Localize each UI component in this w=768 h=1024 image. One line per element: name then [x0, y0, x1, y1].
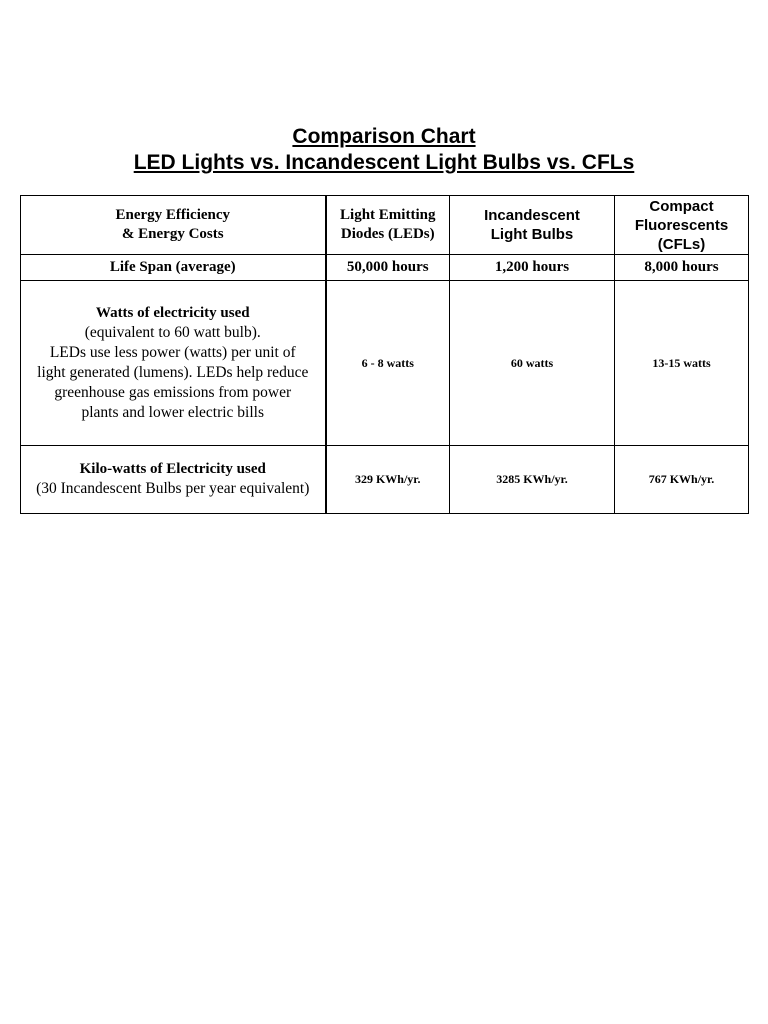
table-row-watts [21, 281, 749, 446]
header-incandescent-line-2: Light Bulbs [490, 226, 574, 243]
kilowatts-cfl: 767 KWh/yr. [615, 446, 749, 514]
header-category-line-2: & Energy Costs [121, 226, 224, 242]
watts-label-line-2: LEDs use less power (watts) per unit of [49, 343, 296, 361]
watts-label-line-3: light generated (lumens). LEDs help reduce [37, 363, 309, 381]
header-incandescent-line-1: Incandescent [484, 207, 580, 224]
watts-label-cell [21, 281, 326, 446]
comparison-table [20, 195, 749, 514]
kilowatts-led: 329 KWh/yr. [326, 446, 450, 514]
watts-led: 6 - 8 watts [326, 281, 450, 446]
table-row-kilowatts [21, 446, 749, 514]
life-span-led: 50,000 hours [326, 255, 450, 281]
header-category-line-1: Energy Efficiency [115, 207, 231, 223]
watts-label-line-1: (equivalent to 60 watt bulb). [84, 323, 261, 341]
watts-label-title: Watts of electricity used [95, 304, 250, 321]
life-span-label: Life Span (average) [21, 255, 326, 281]
header-led-line-1: Light Emitting [340, 207, 436, 223]
life-span-incandescent: 1,200 hours [450, 255, 615, 281]
header-cfl-cell [615, 196, 749, 255]
header-category-cell [21, 196, 326, 255]
watts-label-line-5: plants and lower electric bills [81, 403, 264, 421]
title-line-1: Comparison Chart [292, 125, 476, 148]
kilowatts-label-title: Kilo-watts of Electricity used [79, 461, 266, 477]
header-cfl-line-2: Fluorescents [634, 216, 729, 234]
watts-cfl: 13-15 watts [615, 281, 749, 446]
header-cfl-line-3: (CFLs) [657, 235, 706, 253]
kilowatts-label-cell [21, 446, 326, 514]
document-title [0, 124, 768, 176]
header-cfl-line-1: Compact [649, 197, 714, 215]
kilowatts-label-line-1: (30 Incandescent Bulbs per year equivalent) [36, 480, 310, 497]
watts-incandescent: 60 watts [450, 281, 615, 446]
kilowatts-incandescent: 3285 KWh/yr. [450, 446, 615, 514]
header-incandescent-cell [450, 196, 615, 255]
header-led-line-2: Diodes (LEDs) [340, 226, 435, 242]
title-line-2: LED Lights vs. Incandescent Light Bulbs vs. CFLs [133, 151, 635, 174]
life-span-cfl: 8,000 hours [615, 255, 749, 281]
table-row-life-span [21, 255, 749, 281]
table-header-row [21, 196, 749, 255]
watts-label-line-4: greenhouse gas emissions from power [54, 383, 292, 401]
header-led-cell [326, 196, 450, 255]
